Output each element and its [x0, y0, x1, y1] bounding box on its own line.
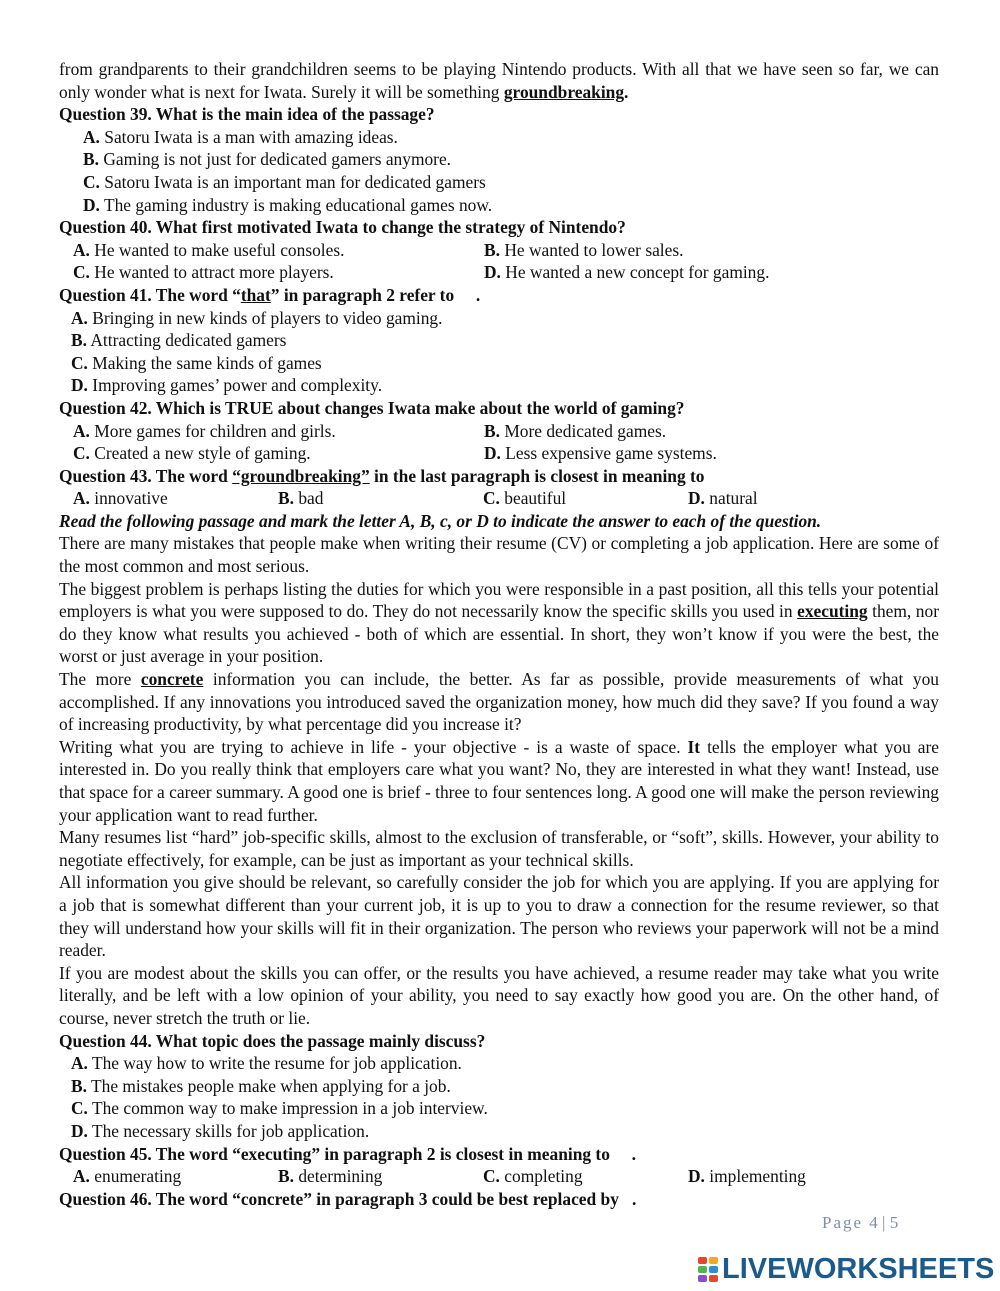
option-42a[interactable]: A. More games for children and girls.	[73, 420, 336, 441]
option-40a[interactable]: A. He wanted to make useful consoles.	[73, 239, 345, 260]
intro-paragraph: from grandparents to their grandchildren seems to be playing Nintendo products. With all that we have seen so far, we can only wonder what is next for Iwata. Surely it will be something groundbreaking.	[59, 59, 939, 102]
option-39b[interactable]: B. Gaming is not just for dedicated gamers anymore.	[83, 149, 452, 170]
option-40d[interactable]: D. He wanted a new concept for gaming.	[484, 262, 770, 283]
logo-block	[698, 1257, 707, 1264]
question-40: Question 40. What first motivated Iwata to change the strategy of Nintendo?	[59, 217, 626, 238]
question-41: Question 41. The word “that” in paragraph 2 refer to .	[59, 284, 481, 305]
passage-paragraph-3: The more concrete information you can include, the better. As far as possible, provide measurements of what you accomplished. If any innovations you introduced saved the organization money, how much did they save? If you found a way of increasing productivity, by what percentage did you increase it?	[59, 669, 939, 735]
passage-paragraph-6: All information you give should be relevant, so carefully consider the job for which you are applying. If you are applying for a job that is somewhat different than your current job, it is up to you to draw a connection for the resume reviewer, so that they will understand how your skills will fit in their organization. The person who reviews your paperwork will not be a mind reader.	[59, 872, 939, 961]
option-44c[interactable]: C. The common way to make impression in a job interview.	[71, 1098, 488, 1119]
question-44: Question 44. What topic does the passage mainly discuss?	[59, 1030, 486, 1051]
question-43: Question 43. The word “groundbreaking” in the last paragraph is closest in meaning to	[59, 465, 705, 486]
option-41b[interactable]: B. Attracting dedicated gamers	[71, 330, 287, 351]
passage-paragraph-2: The biggest problem is perhaps listing the duties for which you were responsible in a past position, all this tells your potential employers is what you were supposed to do. They do not necessarily know the specific skills you used in executing them, nor do they know what results you achieved - both of which are essential. In short, they won’t know if you were the best, the worst or just average in your position.	[59, 578, 939, 667]
options-40-row1	[73, 239, 939, 262]
option-40c[interactable]: C. He wanted to attract more players.	[73, 262, 334, 283]
options-43	[73, 487, 939, 510]
keyword-groundbreaking: groundbreaking	[503, 81, 625, 102]
option-41c[interactable]: C. Making the same kinds of games	[71, 352, 322, 373]
option-39c[interactable]: C. Satoru Iwata is an important man for dedicated gamers	[83, 171, 486, 192]
option-45c[interactable]: C. completing	[483, 1166, 583, 1187]
option-42c[interactable]: C. Created a new style of gaming.	[73, 443, 311, 464]
page-number: 4 | 5	[869, 1213, 899, 1232]
liveworksheets-logo[interactable]	[698, 1253, 994, 1286]
options-45	[73, 1165, 939, 1188]
option-40b[interactable]: B. He wanted to lower sales.	[484, 239, 684, 260]
option-45a[interactable]: A. enumerating	[73, 1166, 182, 1187]
logo-block	[709, 1257, 718, 1264]
question-46: Question 46. The word “concrete” in paragraph 3 could be best replaced by .	[59, 1188, 637, 1209]
logo-blocks-icon	[698, 1257, 718, 1282]
option-42d[interactable]: D. Less expensive game systems.	[484, 443, 717, 464]
passage-paragraph-5: Many resumes list “hard” job-specific skills, almost to the exclusion of transferable, or “soft”, skills. However, your ability to negotiate effectively, for example, can be just as important as your technical skills.	[59, 827, 939, 870]
option-43b[interactable]: B. bad	[278, 488, 324, 509]
question-45: Question 45. The word “executing” in paragraph 2 is closest in meaning to .	[59, 1143, 636, 1164]
option-45d[interactable]: D. implementing	[688, 1166, 806, 1187]
option-39a[interactable]: A. Satoru Iwata is a man with amazing ideas.	[83, 126, 398, 147]
keyword-executing: executing	[797, 601, 868, 622]
page-label: Page	[822, 1213, 864, 1232]
option-42b[interactable]: B. More dedicated games.	[484, 420, 667, 441]
option-44d[interactable]: D. The necessary skills for job application.	[71, 1120, 370, 1141]
option-43c[interactable]: C. beautiful	[483, 488, 567, 509]
option-39d[interactable]: D. The gaming industry is making educational games now.	[83, 194, 493, 215]
worksheet-page	[59, 58, 939, 1210]
option-41a[interactable]: A. Bringing in new kinds of players to video gaming.	[71, 307, 443, 328]
logo-block	[698, 1275, 707, 1282]
keyword-concrete: concrete	[140, 669, 204, 690]
passage-paragraph-7: If you are modest about the skills you can offer, or the results you have achieved, a resume reader may take what you write literally, and be left with a low opinion of your ability, you need to say exactly how good you are. On the other hand, of course, never stretch the truth or lie.	[59, 962, 939, 1028]
reading-instruction: Read the following passage and mark the letter A, B, c, or D to indicate the answer to each of the question.	[59, 510, 822, 531]
options-42-row1	[73, 420, 939, 443]
option-44b[interactable]: B. The mistakes people make when applying for a job.	[71, 1075, 451, 1096]
passage-paragraph-4: Writing what you are trying to achieve in life - your objective - is a waste of space. It tells the employer what you are interested in. Do you really think that employers care what you want? No, they are interested in what they want! Instead, use that space for a career summary. A good one is brief - three to four sentences long. A good one will make the person reviewing your application want to read further.	[59, 736, 939, 825]
logo-block	[709, 1275, 718, 1282]
question-42: Question 42. Which is TRUE about changes Iwata make about the world of gaming?	[59, 397, 685, 418]
option-45b[interactable]: B. determining	[278, 1166, 383, 1187]
option-43d[interactable]: D. natural	[688, 488, 758, 509]
page-footer	[822, 1213, 898, 1233]
option-43a[interactable]: A. innovative	[73, 488, 168, 509]
option-41d[interactable]: D. Improving games’ power and complexity.	[71, 375, 383, 396]
keyword-it: It	[687, 736, 701, 757]
brand-name: LIVEWORKSHEETS	[722, 1253, 995, 1285]
question-39: Question 39. What is the main idea of the passage?	[59, 104, 435, 125]
logo-block	[709, 1266, 718, 1273]
logo-block	[698, 1266, 707, 1273]
option-44a[interactable]: A. The way how to write the resume for job application.	[71, 1053, 462, 1074]
passage-paragraph-1: There are many mistakes that people make when writing their resume (CV) or completing a job application. Here are some of the most common and most serious.	[59, 533, 939, 577]
options-40-row2	[73, 261, 939, 284]
options-42-row2	[73, 442, 939, 465]
